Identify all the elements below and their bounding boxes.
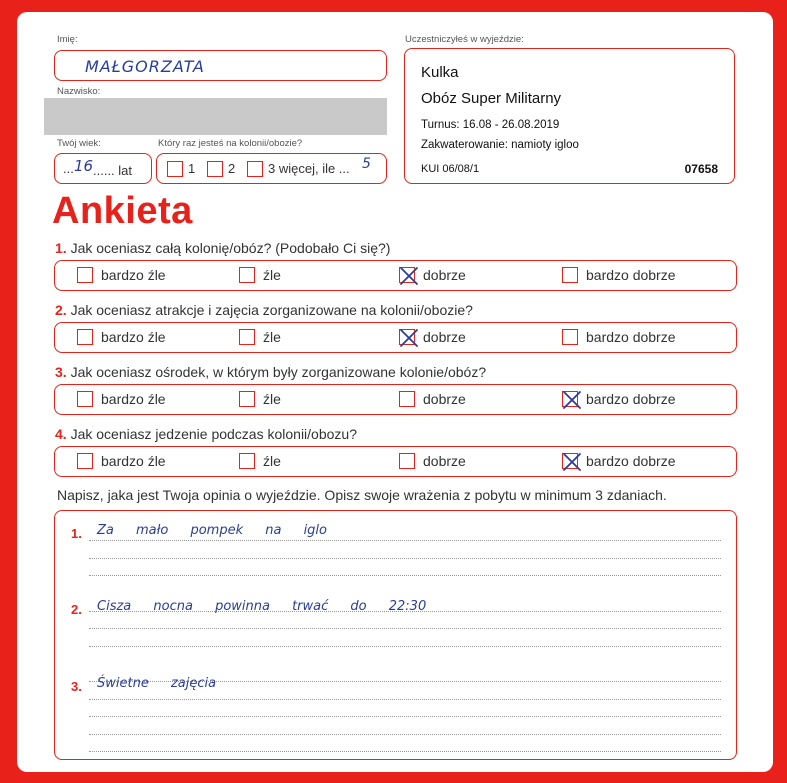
visit-field: 1 2 3 więcej, ile ... 5 xyxy=(156,153,387,184)
visit-checkbox-1[interactable] xyxy=(167,161,183,177)
trip-info-box xyxy=(404,48,735,184)
q2-checkbox-4[interactable] xyxy=(562,329,578,345)
q3-option-label: dobrze xyxy=(423,391,466,407)
visit-checkbox-3[interactable] xyxy=(247,161,263,177)
visit-label: Który raz jesteś na kolonii/obozie? xyxy=(158,138,303,149)
writing-line xyxy=(89,716,721,717)
q3-checkbox-2[interactable] xyxy=(239,391,255,407)
writing-line xyxy=(89,751,721,752)
q1-checkbox-2[interactable] xyxy=(239,267,255,283)
survey-sheet xyxy=(17,12,773,772)
writing-line xyxy=(89,734,721,735)
q1-option-label: bardzo źle xyxy=(101,267,166,283)
writing-line xyxy=(89,540,721,541)
q2-option-label: bardzo dobrze xyxy=(586,329,676,345)
question-3: 3. Jak oceniasz ośrodek, w którym były zorganizowane kolonie/obóz? xyxy=(55,364,487,380)
q4-checkbox-1[interactable] xyxy=(77,453,93,469)
q3-option-label: źle xyxy=(263,391,281,407)
q1-checkbox-3[interactable] xyxy=(399,267,415,283)
camp-name: Obóz Super Militarny xyxy=(421,90,562,107)
question-4: 4. Jak oceniasz jedzenie podczas kolonii/obozu? xyxy=(55,426,357,442)
q1-option-label: dobrze xyxy=(423,267,466,283)
opinion-box[interactable] xyxy=(54,510,737,760)
trip-number: 07658 xyxy=(684,162,718,176)
question-1: 1. Jak oceniasz całą kolonię/obóz? (Podobało Ci się?) xyxy=(55,240,391,256)
opinion-text: Cisza nocna powinna trwać do 22:30 xyxy=(97,599,427,614)
q2-option-label: dobrze xyxy=(423,329,466,345)
age-label: Twój wiek: xyxy=(57,138,101,149)
visit-count-value: 5 xyxy=(362,156,371,172)
writing-line xyxy=(89,575,721,576)
survey-title: Ankieta xyxy=(52,190,193,232)
q4-option-label: bardzo dobrze xyxy=(586,453,676,469)
writing-line xyxy=(89,558,721,559)
q4-checkbox-3[interactable] xyxy=(399,453,415,469)
writing-line xyxy=(89,646,721,647)
opinion-number: 3. xyxy=(71,679,82,694)
q3-checkbox-3[interactable] xyxy=(399,391,415,407)
q3-checkbox-1[interactable] xyxy=(77,391,93,407)
q1-checkbox-4[interactable] xyxy=(562,267,578,283)
q3-option-label: bardzo dobrze xyxy=(586,391,676,407)
opinion-number: 2. xyxy=(71,602,82,617)
q4-option-label: bardzo źle xyxy=(101,453,166,469)
trip-code: KUI 06/08/1 xyxy=(421,163,480,175)
q4-option-label: dobrze xyxy=(423,453,466,469)
q4-option-label: źle xyxy=(263,453,281,469)
q4-checkbox-4[interactable] xyxy=(562,453,578,469)
trip-label: Uczestniczyłeś w wyjeździe: xyxy=(405,34,524,45)
q2-checkbox-2[interactable] xyxy=(239,329,255,345)
q2-option-label: źle xyxy=(263,329,281,345)
accommodation: Zakwaterowanie: namioty igloo xyxy=(421,139,579,151)
opinion-text: Świetne zajęcia xyxy=(97,676,217,691)
turnus: Turnus: 16.08 - 26.08.2019 xyxy=(421,119,560,131)
q2-checkbox-1[interactable] xyxy=(77,329,93,345)
q4-checkbox-2[interactable] xyxy=(239,453,255,469)
q1-checkbox-1[interactable] xyxy=(77,267,93,283)
question-2: 2. Jak oceniasz atrakcje i zajęcia zorganizowane na kolonii/obozie? xyxy=(55,302,473,318)
age-value: 16 xyxy=(74,157,94,175)
q1-option-label: źle xyxy=(263,267,281,283)
name-value: MAŁGORZATA xyxy=(85,57,205,76)
opinion-prompt: Napisz, jaka jest Twoja opinia o wyjeździe. Opisz swoje wrażenia z pobytu w minimum 3 zdaniach. xyxy=(57,487,667,503)
name-label: Imię: xyxy=(57,34,78,45)
trip-name: Kulka xyxy=(421,64,459,81)
q3-option-label: bardzo źle xyxy=(101,391,166,407)
q1-option-label: bardzo dobrze xyxy=(586,267,676,283)
surname-redacted xyxy=(44,98,387,135)
name-field[interactable] xyxy=(54,50,387,81)
opinion-text: Za mało pompek na iglo xyxy=(97,523,327,538)
visit-checkbox-2[interactable] xyxy=(207,161,223,177)
opinion-number: 1. xyxy=(71,526,82,541)
surname-label: Nazwisko: xyxy=(57,86,101,97)
q2-option-label: bardzo źle xyxy=(101,329,166,345)
q2-checkbox-3[interactable] xyxy=(399,329,415,345)
q3-checkbox-4[interactable] xyxy=(562,391,578,407)
writing-line xyxy=(89,699,721,700)
age-field[interactable]: ... 16 ...... lat xyxy=(54,153,152,184)
writing-line xyxy=(89,628,721,629)
